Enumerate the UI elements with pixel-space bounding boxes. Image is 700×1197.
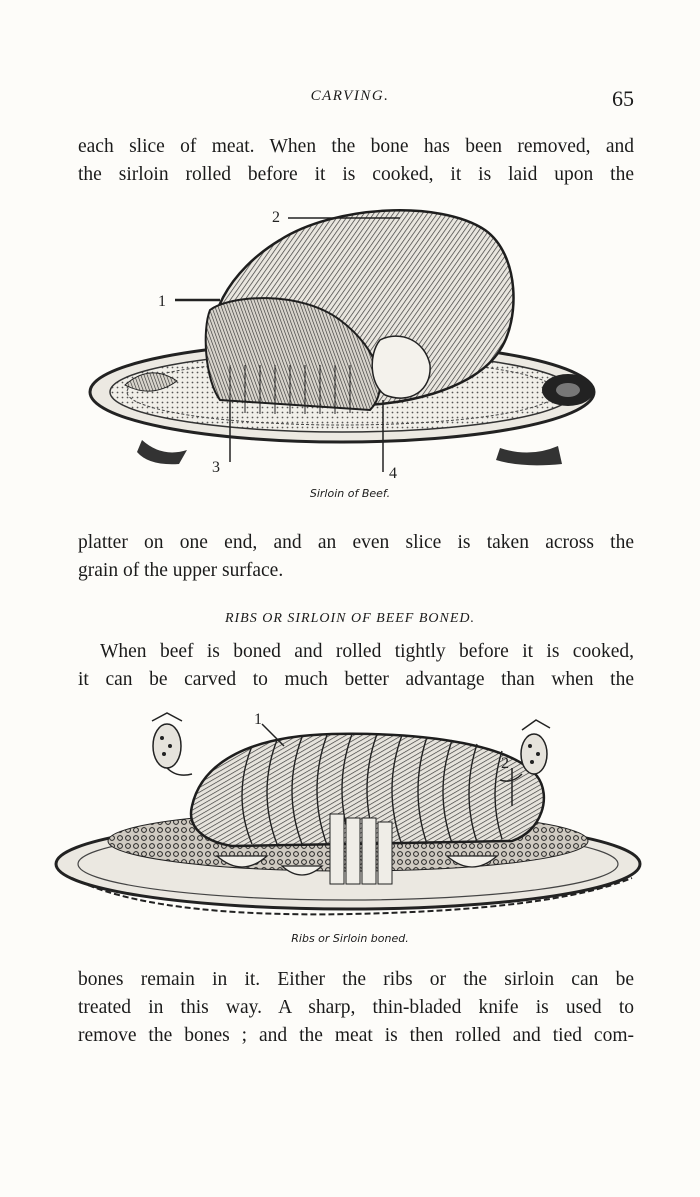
figure-label-1: 1 [158, 293, 166, 310]
running-title: CARVING. [310, 88, 390, 104]
figure-1-caption: Sirloin of Beef. [309, 487, 391, 500]
text-line: it can be carved to much better advantage than when the [78, 669, 634, 690]
figure-2-caption: Ribs or Sirloin boned. [291, 932, 409, 945]
text-line: treated in this way. A sharp, thin-bladed knife is used to [78, 997, 634, 1018]
left-garnish [152, 713, 192, 775]
sirloin-of-beef-illustration [80, 200, 625, 482]
figure-label-4: 4 [389, 465, 397, 482]
paragraph-1 [78, 133, 634, 189]
section-heading: RIBS OR SIRLOIN OF BEEF BONED. [224, 611, 476, 626]
text-line: When beef is boned and rolled tightly before it is cooked, [100, 641, 634, 662]
paragraph-4 [78, 966, 634, 1050]
page-number: 65 [612, 86, 634, 111]
running-head [0, 86, 700, 112]
paragraph-3 [78, 638, 634, 694]
figure-label-2: 2 [272, 209, 280, 226]
figure-label-3: 3 [212, 459, 220, 476]
text-line: platter on one end, and an even slice is taken across the [78, 532, 634, 553]
text-line: remove the bones ; and the meat is then rolled and tied com- [78, 1025, 634, 1046]
figure-label-1: 1 [254, 711, 262, 728]
text-line: bones remain in it. Either the ribs or the sirloin can be [78, 969, 634, 990]
figure-label-2: 2 [501, 755, 509, 772]
text-line: each slice of meat. When the bone has been removed, and [78, 136, 634, 157]
text-line: grain of the upper surface. [78, 560, 284, 581]
ribs-or-sirloin-boned-illustration [52, 706, 650, 928]
paragraph-2 [78, 529, 634, 585]
text-line: the sirloin rolled before it is cooked, it is laid upon the [78, 164, 634, 185]
